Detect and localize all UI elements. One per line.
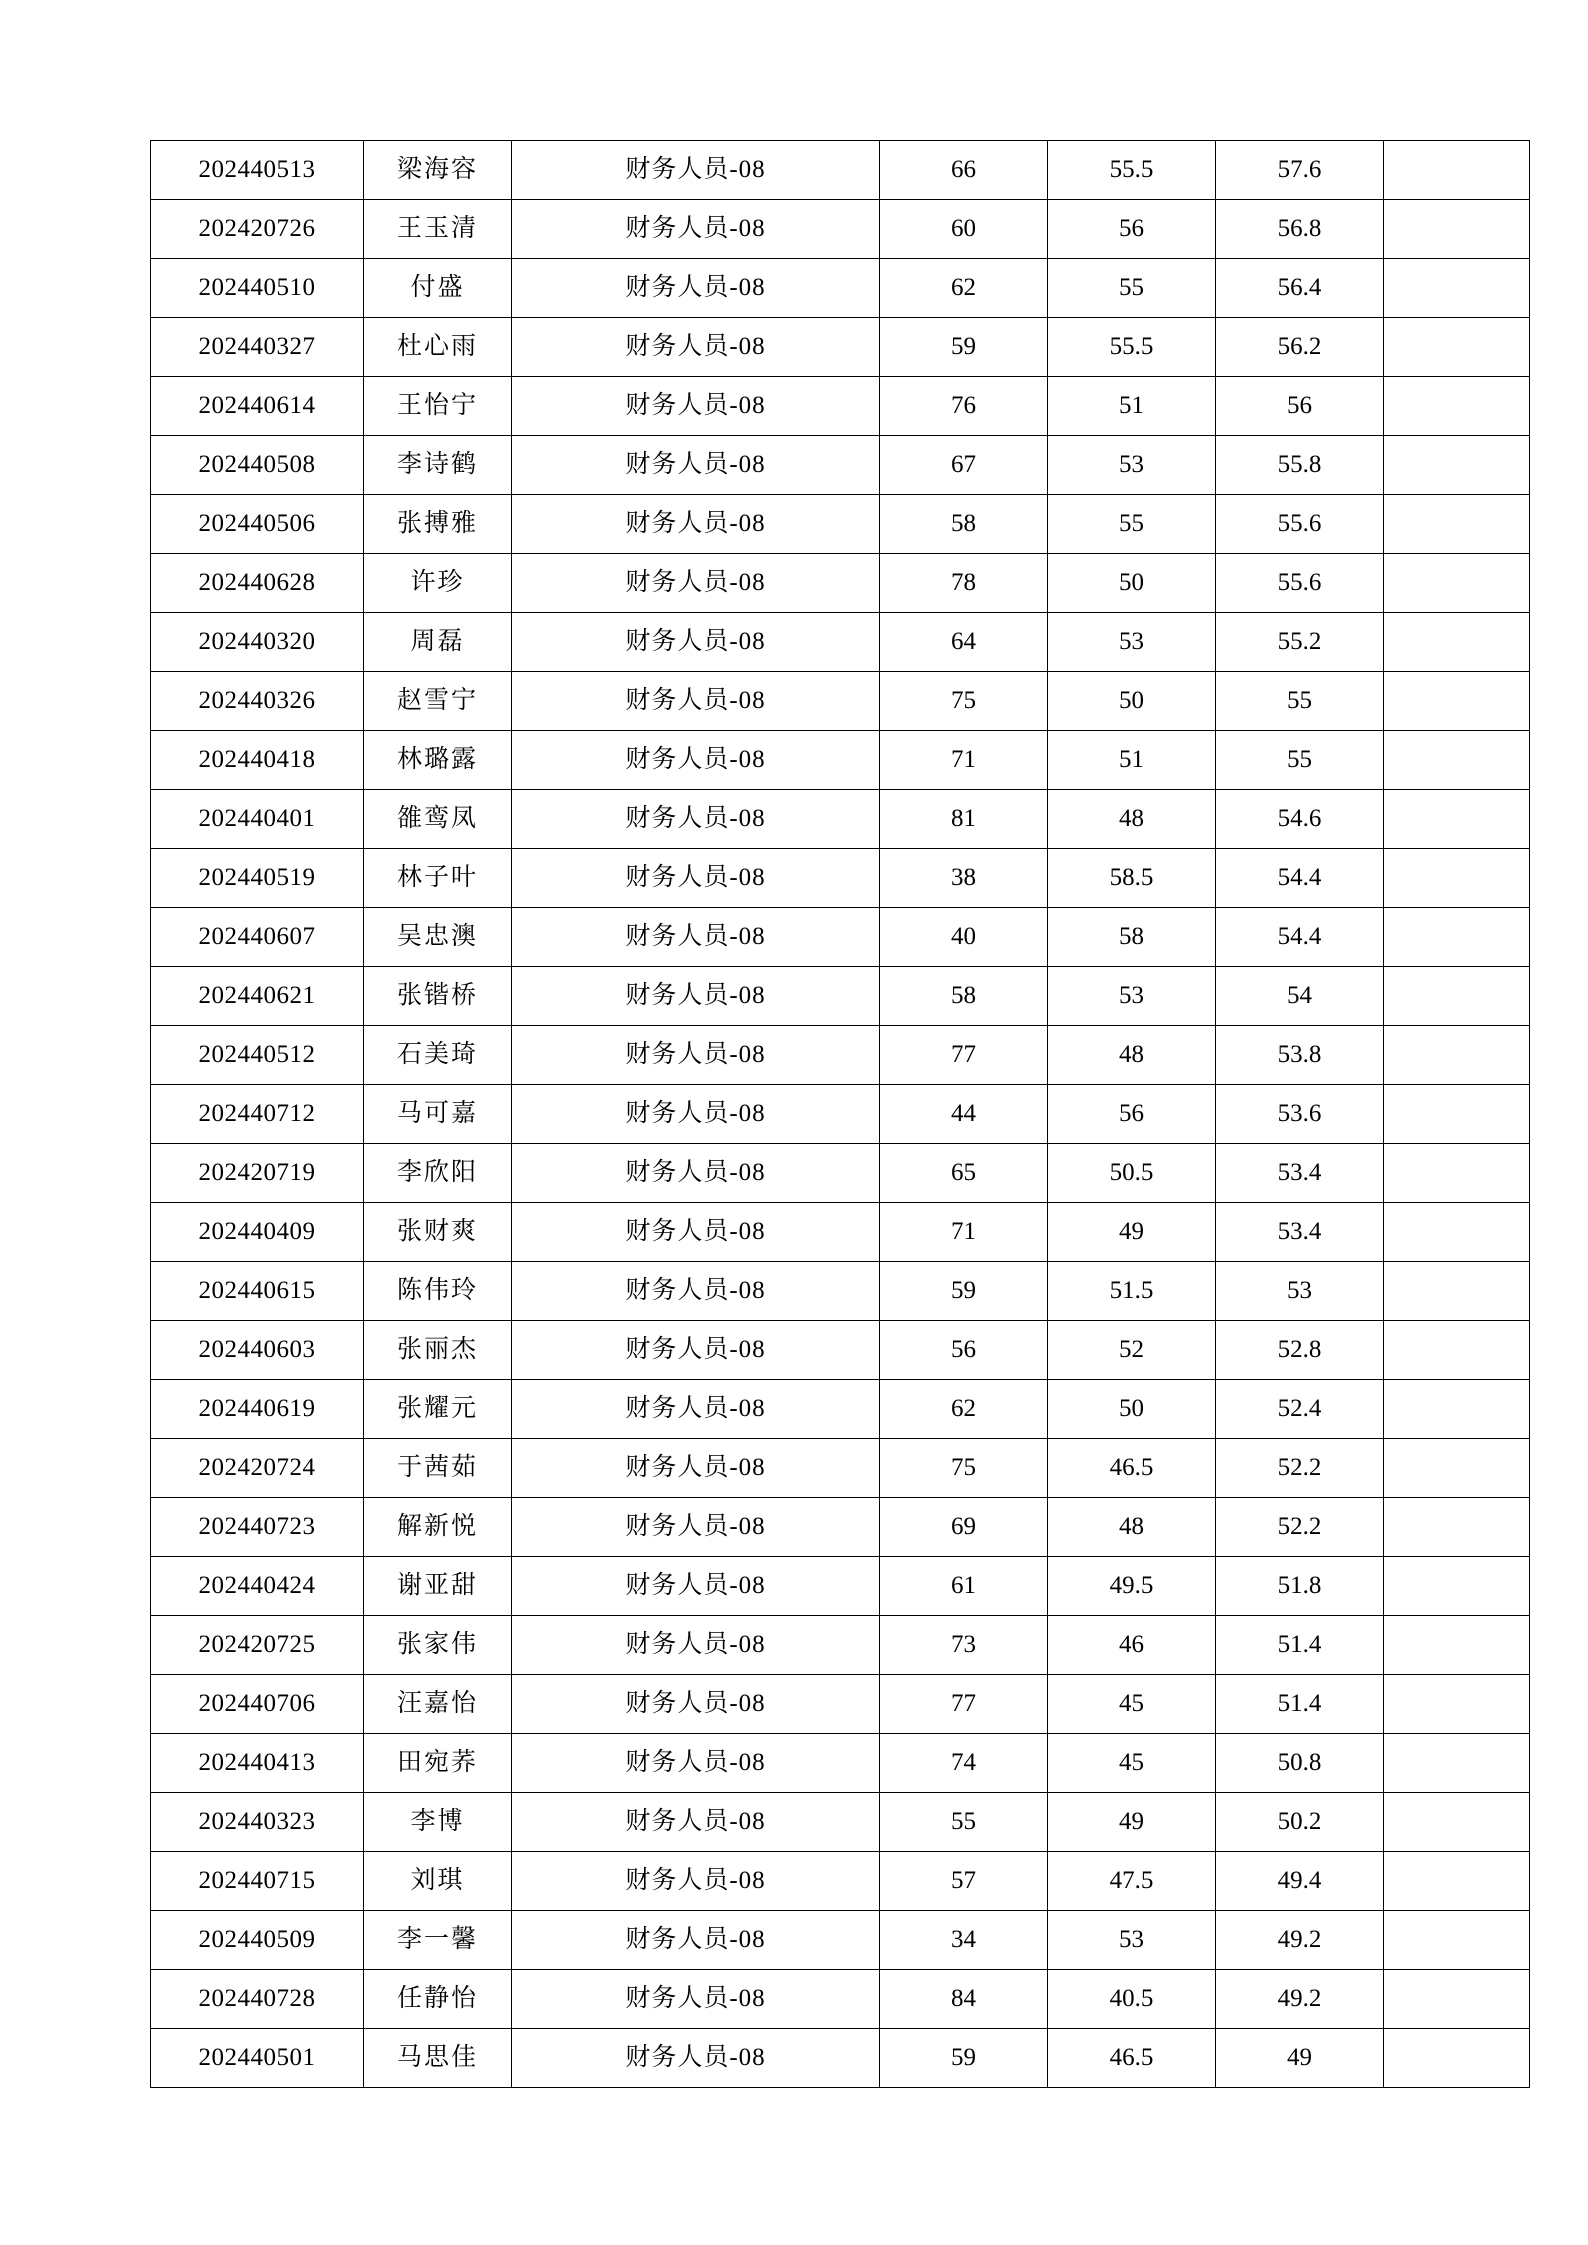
table-row — [151, 1557, 1530, 1616]
cell-interview-score: 53 — [1048, 436, 1216, 495]
cell-written-score: 77 — [880, 1675, 1048, 1734]
cell-interview-score: 56 — [1048, 1085, 1216, 1144]
cell-exam-id: 202440501 — [151, 2029, 364, 2088]
cell-post: 财务人员-08 — [512, 554, 880, 613]
cell-written-score: 81 — [880, 790, 1048, 849]
cell-candidate-name: 张财爽 — [364, 1203, 512, 1262]
cell-post: 财务人员-08 — [512, 495, 880, 554]
cell-written-score: 57 — [880, 1852, 1048, 1911]
cell-note — [1384, 1852, 1530, 1911]
cell-post: 财务人员-08 — [512, 141, 880, 200]
cell-interview-score: 49 — [1048, 1203, 1216, 1262]
cell-note — [1384, 1321, 1530, 1380]
table-row — [151, 1321, 1530, 1380]
cell-post: 财务人员-08 — [512, 1675, 880, 1734]
cell-candidate-name: 张搏雅 — [364, 495, 512, 554]
cell-candidate-name: 周磊 — [364, 613, 512, 672]
cell-candidate-name: 张锴桥 — [364, 967, 512, 1026]
table-row — [151, 1793, 1530, 1852]
cell-total-score: 53.8 — [1216, 1026, 1384, 1085]
cell-post: 财务人员-08 — [512, 377, 880, 436]
cell-exam-id: 202440607 — [151, 908, 364, 967]
table-row — [151, 790, 1530, 849]
cell-interview-score: 47.5 — [1048, 1852, 1216, 1911]
cell-exam-id: 202440715 — [151, 1852, 364, 1911]
table-row — [151, 1852, 1530, 1911]
cell-written-score: 69 — [880, 1498, 1048, 1557]
cell-total-score: 52.2 — [1216, 1498, 1384, 1557]
cell-note — [1384, 1557, 1530, 1616]
cell-total-score: 54.6 — [1216, 790, 1384, 849]
cell-candidate-name: 张丽杰 — [364, 1321, 512, 1380]
cell-total-score: 56.2 — [1216, 318, 1384, 377]
cell-note — [1384, 554, 1530, 613]
cell-candidate-name: 解新悦 — [364, 1498, 512, 1557]
table-row — [151, 1144, 1530, 1203]
cell-written-score: 55 — [880, 1793, 1048, 1852]
cell-interview-score: 50 — [1048, 554, 1216, 613]
cell-interview-score: 53 — [1048, 967, 1216, 1026]
cell-exam-id: 202440628 — [151, 554, 364, 613]
table-row — [151, 259, 1530, 318]
cell-exam-id: 202440513 — [151, 141, 364, 200]
cell-candidate-name: 杜心雨 — [364, 318, 512, 377]
cell-note — [1384, 1085, 1530, 1144]
cell-written-score: 74 — [880, 1734, 1048, 1793]
cell-candidate-name: 石美琦 — [364, 1026, 512, 1085]
cell-post: 财务人员-08 — [512, 2029, 880, 2088]
cell-total-score: 53.4 — [1216, 1203, 1384, 1262]
cell-interview-score: 55.5 — [1048, 318, 1216, 377]
cell-post: 财务人员-08 — [512, 1203, 880, 1262]
cell-total-score: 55 — [1216, 672, 1384, 731]
cell-post: 财务人员-08 — [512, 1439, 880, 1498]
cell-candidate-name: 刘琪 — [364, 1852, 512, 1911]
table-row — [151, 436, 1530, 495]
cell-post: 财务人员-08 — [512, 1734, 880, 1793]
cell-written-score: 75 — [880, 672, 1048, 731]
cell-post: 财务人员-08 — [512, 1793, 880, 1852]
table-row — [151, 1380, 1530, 1439]
cell-note — [1384, 436, 1530, 495]
cell-post: 财务人员-08 — [512, 1026, 880, 1085]
cell-post: 财务人员-08 — [512, 200, 880, 259]
cell-interview-score: 49 — [1048, 1793, 1216, 1852]
cell-written-score: 84 — [880, 1970, 1048, 2029]
cell-candidate-name: 汪嘉怡 — [364, 1675, 512, 1734]
cell-candidate-name: 赵雪宁 — [364, 672, 512, 731]
cell-candidate-name: 王怡宁 — [364, 377, 512, 436]
cell-exam-id: 202440326 — [151, 672, 364, 731]
cell-note — [1384, 259, 1530, 318]
cell-interview-score: 48 — [1048, 790, 1216, 849]
cell-interview-score: 46 — [1048, 1616, 1216, 1675]
cell-interview-score: 56 — [1048, 200, 1216, 259]
cell-total-score: 56 — [1216, 377, 1384, 436]
cell-interview-score: 55.5 — [1048, 141, 1216, 200]
cell-written-score: 34 — [880, 1911, 1048, 1970]
cell-note — [1384, 1380, 1530, 1439]
cell-exam-id: 202440323 — [151, 1793, 364, 1852]
cell-written-score: 58 — [880, 967, 1048, 1026]
cell-note — [1384, 2029, 1530, 2088]
table-row — [151, 1734, 1530, 1793]
cell-interview-score: 50 — [1048, 1380, 1216, 1439]
cell-exam-id: 202440728 — [151, 1970, 364, 2029]
cell-written-score: 62 — [880, 259, 1048, 318]
cell-post: 财务人员-08 — [512, 849, 880, 908]
cell-written-score: 75 — [880, 1439, 1048, 1498]
cell-post: 财务人员-08 — [512, 672, 880, 731]
cell-total-score: 50.8 — [1216, 1734, 1384, 1793]
table-row — [151, 672, 1530, 731]
cell-candidate-name: 许珍 — [364, 554, 512, 613]
cell-post: 财务人员-08 — [512, 1911, 880, 1970]
cell-note — [1384, 790, 1530, 849]
cell-total-score: 57.6 — [1216, 141, 1384, 200]
cell-post: 财务人员-08 — [512, 259, 880, 318]
cell-total-score: 52.2 — [1216, 1439, 1384, 1498]
cell-exam-id: 202440706 — [151, 1675, 364, 1734]
cell-total-score: 55.8 — [1216, 436, 1384, 495]
cell-exam-id: 202440621 — [151, 967, 364, 1026]
cell-post: 财务人员-08 — [512, 1262, 880, 1321]
cell-exam-id: 202440508 — [151, 436, 364, 495]
cell-total-score: 49 — [1216, 2029, 1384, 2088]
cell-written-score: 60 — [880, 200, 1048, 259]
cell-written-score: 59 — [880, 1262, 1048, 1321]
cell-written-score: 58 — [880, 495, 1048, 554]
cell-written-score: 59 — [880, 2029, 1048, 2088]
cell-written-score: 76 — [880, 377, 1048, 436]
cell-post: 财务人员-08 — [512, 318, 880, 377]
cell-interview-score: 45 — [1048, 1675, 1216, 1734]
cell-written-score: 71 — [880, 1203, 1048, 1262]
cell-total-score: 55 — [1216, 731, 1384, 790]
cell-candidate-name: 张耀元 — [364, 1380, 512, 1439]
table-row — [151, 731, 1530, 790]
cell-post: 财务人员-08 — [512, 1852, 880, 1911]
cell-written-score: 40 — [880, 908, 1048, 967]
cell-post: 财务人员-08 — [512, 731, 880, 790]
cell-note — [1384, 849, 1530, 908]
cell-note — [1384, 1498, 1530, 1557]
table-row — [151, 554, 1530, 613]
cell-exam-id: 202420725 — [151, 1616, 364, 1675]
table-row — [151, 200, 1530, 259]
cell-written-score: 77 — [880, 1026, 1048, 1085]
table-row — [151, 1498, 1530, 1557]
cell-total-score: 50.2 — [1216, 1793, 1384, 1852]
cell-total-score: 51.8 — [1216, 1557, 1384, 1616]
cell-total-score: 53.4 — [1216, 1144, 1384, 1203]
cell-candidate-name: 林子叶 — [364, 849, 512, 908]
cell-note — [1384, 1203, 1530, 1262]
table-row — [151, 1675, 1530, 1734]
table-row — [151, 849, 1530, 908]
cell-exam-id: 202440327 — [151, 318, 364, 377]
cell-exam-id: 202440418 — [151, 731, 364, 790]
cell-exam-id: 202440401 — [151, 790, 364, 849]
cell-note — [1384, 1144, 1530, 1203]
cell-candidate-name: 梁海容 — [364, 141, 512, 200]
cell-exam-id: 202440510 — [151, 259, 364, 318]
cell-candidate-name: 王玉清 — [364, 200, 512, 259]
cell-interview-score: 58 — [1048, 908, 1216, 967]
cell-note — [1384, 1734, 1530, 1793]
cell-exam-id: 202440509 — [151, 1911, 364, 1970]
cell-written-score: 73 — [880, 1616, 1048, 1675]
cell-total-score: 52.8 — [1216, 1321, 1384, 1380]
table-row — [151, 141, 1530, 200]
cell-post: 财务人员-08 — [512, 1144, 880, 1203]
cell-candidate-name: 付盛 — [364, 259, 512, 318]
cell-note — [1384, 495, 1530, 554]
cell-post: 财务人员-08 — [512, 436, 880, 495]
table-row — [151, 2029, 1530, 2088]
score-table — [150, 140, 1530, 2088]
cell-exam-id: 202440519 — [151, 849, 364, 908]
table-row — [151, 908, 1530, 967]
cell-candidate-name: 于茜茹 — [364, 1439, 512, 1498]
cell-written-score: 78 — [880, 554, 1048, 613]
table-row — [151, 1439, 1530, 1498]
cell-exam-id: 202440615 — [151, 1262, 364, 1321]
cell-note — [1384, 377, 1530, 436]
cell-interview-score: 51 — [1048, 731, 1216, 790]
cell-total-score: 54 — [1216, 967, 1384, 1026]
cell-candidate-name: 李一馨 — [364, 1911, 512, 1970]
cell-candidate-name: 吴忠澳 — [364, 908, 512, 967]
cell-candidate-name: 陈伟玲 — [364, 1262, 512, 1321]
table-row — [151, 1085, 1530, 1144]
cell-note — [1384, 1970, 1530, 2029]
cell-exam-id: 202440409 — [151, 1203, 364, 1262]
cell-interview-score: 53 — [1048, 613, 1216, 672]
cell-interview-score: 50 — [1048, 672, 1216, 731]
table-row — [151, 318, 1530, 377]
cell-exam-id: 202420719 — [151, 1144, 364, 1203]
cell-post: 财务人员-08 — [512, 1380, 880, 1439]
cell-total-score: 55.6 — [1216, 495, 1384, 554]
cell-total-score: 56.8 — [1216, 200, 1384, 259]
cell-interview-score: 46.5 — [1048, 1439, 1216, 1498]
cell-note — [1384, 141, 1530, 200]
cell-written-score: 56 — [880, 1321, 1048, 1380]
cell-total-score: 51.4 — [1216, 1675, 1384, 1734]
cell-post: 财务人员-08 — [512, 967, 880, 1026]
cell-interview-score: 48 — [1048, 1498, 1216, 1557]
cell-total-score: 53.6 — [1216, 1085, 1384, 1144]
cell-total-score: 55.6 — [1216, 554, 1384, 613]
cell-interview-score: 46.5 — [1048, 2029, 1216, 2088]
cell-total-score: 49.2 — [1216, 1970, 1384, 2029]
cell-written-score: 61 — [880, 1557, 1048, 1616]
cell-exam-id: 202440320 — [151, 613, 364, 672]
cell-total-score: 52.4 — [1216, 1380, 1384, 1439]
cell-exam-id: 202440723 — [151, 1498, 364, 1557]
cell-exam-id: 202420724 — [151, 1439, 364, 1498]
cell-post: 财务人员-08 — [512, 1498, 880, 1557]
cell-interview-score: 40.5 — [1048, 1970, 1216, 2029]
cell-candidate-name: 李诗鹤 — [364, 436, 512, 495]
cell-exam-id: 202440512 — [151, 1026, 364, 1085]
cell-interview-score: 45 — [1048, 1734, 1216, 1793]
cell-candidate-name: 李博 — [364, 1793, 512, 1852]
table-row — [151, 1026, 1530, 1085]
cell-candidate-name: 谢亚甜 — [364, 1557, 512, 1616]
cell-post: 财务人员-08 — [512, 1085, 880, 1144]
cell-total-score: 55.2 — [1216, 613, 1384, 672]
cell-interview-score: 51 — [1048, 377, 1216, 436]
cell-written-score: 64 — [880, 613, 1048, 672]
cell-interview-score: 50.5 — [1048, 1144, 1216, 1203]
cell-note — [1384, 1262, 1530, 1321]
table-row — [151, 1262, 1530, 1321]
table-row — [151, 495, 1530, 554]
cell-written-score: 71 — [880, 731, 1048, 790]
cell-exam-id: 202440614 — [151, 377, 364, 436]
cell-written-score: 62 — [880, 1380, 1048, 1439]
cell-interview-score: 52 — [1048, 1321, 1216, 1380]
cell-note — [1384, 731, 1530, 790]
cell-exam-id: 202440712 — [151, 1085, 364, 1144]
cell-written-score: 38 — [880, 849, 1048, 908]
cell-candidate-name: 林璐露 — [364, 731, 512, 790]
cell-interview-score: 51.5 — [1048, 1262, 1216, 1321]
cell-total-score: 56.4 — [1216, 259, 1384, 318]
cell-written-score: 59 — [880, 318, 1048, 377]
cell-written-score: 65 — [880, 1144, 1048, 1203]
table-row — [151, 613, 1530, 672]
cell-interview-score: 53 — [1048, 1911, 1216, 1970]
table-row — [151, 967, 1530, 1026]
cell-interview-score: 55 — [1048, 495, 1216, 554]
cell-total-score: 49.2 — [1216, 1911, 1384, 1970]
cell-candidate-name: 马可嘉 — [364, 1085, 512, 1144]
table-row — [151, 1203, 1530, 1262]
table-row — [151, 1970, 1530, 2029]
cell-written-score: 67 — [880, 436, 1048, 495]
cell-post: 财务人员-08 — [512, 613, 880, 672]
cell-post: 财务人员-08 — [512, 1321, 880, 1380]
cell-note — [1384, 1026, 1530, 1085]
cell-note — [1384, 1616, 1530, 1675]
cell-note — [1384, 200, 1530, 259]
cell-total-score: 53 — [1216, 1262, 1384, 1321]
table-body — [151, 141, 1530, 2088]
cell-note — [1384, 967, 1530, 1026]
cell-note — [1384, 318, 1530, 377]
cell-total-score: 49.4 — [1216, 1852, 1384, 1911]
cell-exam-id: 202420726 — [151, 200, 364, 259]
cell-candidate-name: 任静怡 — [364, 1970, 512, 2029]
cell-interview-score: 48 — [1048, 1026, 1216, 1085]
cell-interview-score: 55 — [1048, 259, 1216, 318]
cell-note — [1384, 1911, 1530, 1970]
table-row — [151, 377, 1530, 436]
cell-total-score: 51.4 — [1216, 1616, 1384, 1675]
cell-note — [1384, 1439, 1530, 1498]
cell-note — [1384, 672, 1530, 731]
cell-post: 财务人员-08 — [512, 908, 880, 967]
table-row — [151, 1616, 1530, 1675]
cell-candidate-name: 李欣阳 — [364, 1144, 512, 1203]
cell-written-score: 44 — [880, 1085, 1048, 1144]
cell-exam-id: 202440424 — [151, 1557, 364, 1616]
cell-candidate-name: 张家伟 — [364, 1616, 512, 1675]
cell-interview-score: 49.5 — [1048, 1557, 1216, 1616]
cell-post: 财务人员-08 — [512, 1557, 880, 1616]
table-row — [151, 1911, 1530, 1970]
cell-exam-id: 202440413 — [151, 1734, 364, 1793]
cell-total-score: 54.4 — [1216, 849, 1384, 908]
cell-exam-id: 202440603 — [151, 1321, 364, 1380]
cell-note — [1384, 1675, 1530, 1734]
cell-exam-id: 202440506 — [151, 495, 364, 554]
cell-written-score: 66 — [880, 141, 1048, 200]
cell-candidate-name: 马思佳 — [364, 2029, 512, 2088]
cell-interview-score: 58.5 — [1048, 849, 1216, 908]
cell-post: 财务人员-08 — [512, 1616, 880, 1675]
cell-total-score: 54.4 — [1216, 908, 1384, 967]
cell-post: 财务人员-08 — [512, 790, 880, 849]
cell-note — [1384, 1793, 1530, 1852]
cell-note — [1384, 613, 1530, 672]
cell-note — [1384, 908, 1530, 967]
cell-post: 财务人员-08 — [512, 1970, 880, 2029]
cell-candidate-name: 雒鸾凤 — [364, 790, 512, 849]
cell-candidate-name: 田宛荞 — [364, 1734, 512, 1793]
cell-exam-id: 202440619 — [151, 1380, 364, 1439]
